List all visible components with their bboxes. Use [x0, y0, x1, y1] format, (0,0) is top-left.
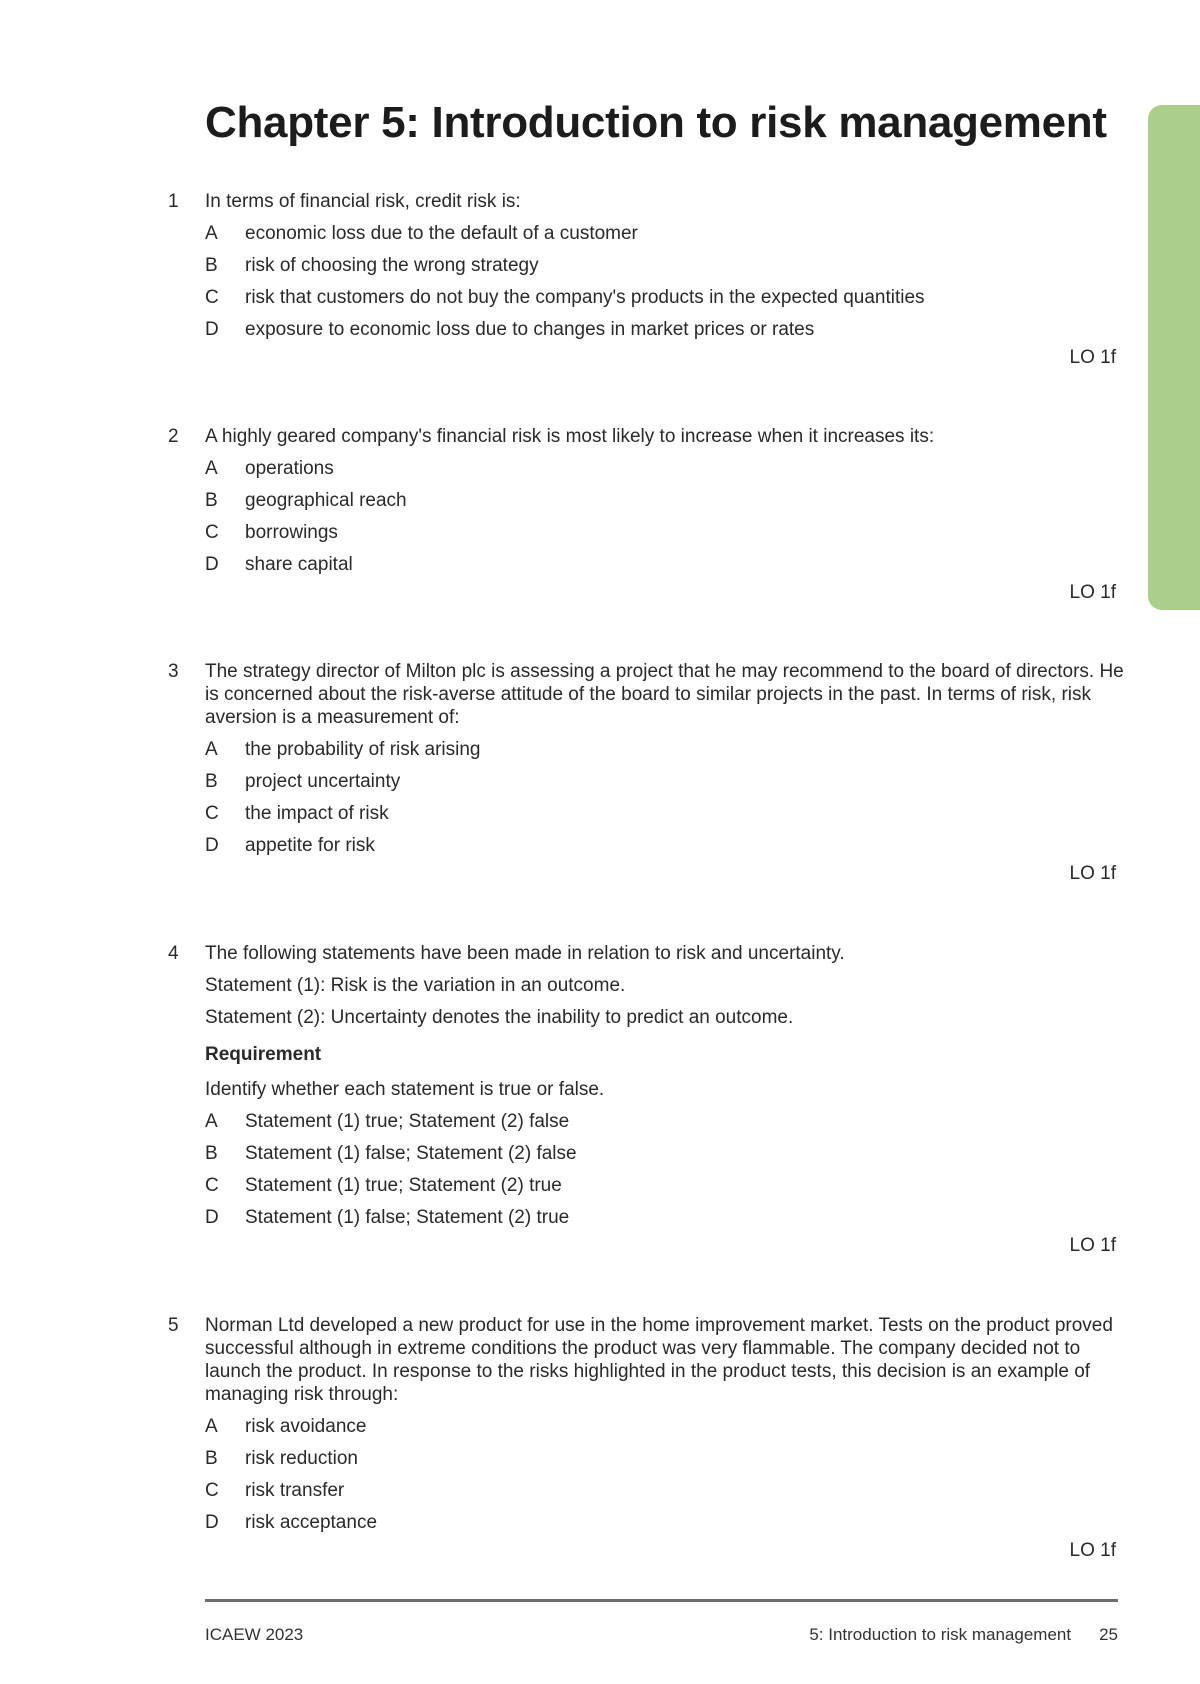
- footer-rule: [205, 1599, 1118, 1602]
- chapter-side-tab: [1148, 105, 1200, 610]
- footer-publisher: ICAEW 2023: [205, 1625, 304, 1644]
- footer-chapter-info: [700, 1625, 1118, 1645]
- option-letter: D: [205, 835, 219, 856]
- option-letter: A: [205, 1416, 218, 1437]
- option-letter: C: [205, 803, 219, 824]
- learning-outcome: LO 1f: [1069, 582, 1116, 603]
- option-letter: C: [205, 1480, 219, 1501]
- option-text: risk acceptance: [245, 1512, 378, 1533]
- option-letter: D: [205, 1207, 219, 1228]
- option-b[interactable]: [205, 254, 539, 277]
- option-letter: C: [205, 287, 219, 308]
- option-text: Statement (1) true; Statement (2) false: [245, 1111, 570, 1132]
- option-letter: A: [205, 1111, 218, 1132]
- requirement-heading: Requirement: [205, 1044, 322, 1065]
- option-letter: B: [205, 490, 218, 511]
- question-stem: The following statements have been made in relation to risk and uncertainty.: [205, 943, 845, 964]
- option-text: risk avoidance: [245, 1416, 367, 1437]
- learning-outcome: LO 1f: [1069, 1235, 1116, 1256]
- option-letter: B: [205, 1448, 218, 1469]
- statement-1: Statement (1): Risk is the variation in an outcome.: [205, 975, 626, 996]
- option-letter: A: [205, 458, 218, 479]
- option-c[interactable]: [205, 802, 389, 825]
- option-b[interactable]: [205, 1447, 358, 1470]
- option-b[interactable]: [205, 1142, 577, 1165]
- option-text: risk reduction: [245, 1448, 358, 1469]
- option-c[interactable]: [205, 1174, 562, 1197]
- question-number: 3: [168, 661, 179, 682]
- option-text: risk of choosing the wrong strategy: [245, 255, 539, 276]
- option-letter: A: [205, 223, 218, 244]
- option-a[interactable]: [205, 1110, 569, 1133]
- learning-outcome: LO 1f: [1069, 863, 1116, 884]
- option-letter: D: [205, 319, 219, 340]
- option-a[interactable]: [205, 738, 481, 761]
- option-text: risk that customers do not buy the company's products in the expected quantities: [245, 287, 925, 308]
- requirement-text: Identify whether each statement is true or false.: [205, 1079, 605, 1100]
- question-number: 4: [168, 943, 179, 964]
- option-a[interactable]: [205, 457, 334, 480]
- option-a[interactable]: [205, 222, 638, 245]
- option-letter: D: [205, 1512, 219, 1533]
- question-number: 2: [168, 426, 179, 447]
- option-b[interactable]: [205, 489, 407, 512]
- question-stem: A highly geared company's financial risk is most likely to increase when it increases its:: [205, 426, 935, 447]
- option-text: borrowings: [245, 522, 338, 543]
- option-text: operations: [245, 458, 334, 479]
- statement-2: Statement (2): Uncertainty denotes the inability to predict an outcome.: [205, 1007, 794, 1028]
- question-stem: In terms of financial risk, credit risk is:: [205, 191, 521, 212]
- option-text: geographical reach: [245, 490, 407, 511]
- option-d[interactable]: [205, 553, 353, 576]
- option-text: share capital: [245, 554, 353, 575]
- option-a[interactable]: [205, 1415, 366, 1438]
- option-letter: B: [205, 1143, 218, 1164]
- learning-outcome: LO 1f: [1069, 1540, 1116, 1561]
- option-letter: D: [205, 554, 219, 575]
- learning-outcome: LO 1f: [1069, 347, 1116, 368]
- option-d[interactable]: [205, 1206, 569, 1229]
- footer-chapter: 5: Introduction to risk management: [809, 1625, 1072, 1644]
- chapter-title: Chapter 5: Introduction to risk management: [205, 98, 1107, 147]
- option-letter: B: [205, 255, 218, 276]
- option-d[interactable]: [205, 834, 375, 857]
- option-text: Statement (1) true; Statement (2) true: [245, 1175, 562, 1196]
- question-stem: The strategy director of Milton plc is assessing a project that he may recommend to the board of directors. He is concerned about the risk-averse attitude of the board to similar projects in the past. In terms of risk, risk aversion is a measurement of:: [205, 661, 1124, 728]
- option-text: the impact of risk: [245, 803, 389, 824]
- question-number: 1: [168, 191, 179, 212]
- option-c[interactable]: [205, 521, 338, 544]
- option-c[interactable]: [205, 286, 925, 309]
- option-text: exposure to economic loss due to changes in market prices or rates: [245, 319, 815, 340]
- option-text: project uncertainty: [245, 771, 401, 792]
- option-text: the probability of risk arising: [245, 739, 481, 760]
- question-stem: Norman Ltd developed a new product for use in the home improvement market. Tests on the product proved successful although in extreme conditions the product was very flammable. The company decided not to launch the product. In response to the risks highlighted in the product tests, this decision is an example of managing risk through:: [205, 1315, 1113, 1405]
- option-text: Statement (1) false; Statement (2) true: [245, 1207, 570, 1228]
- option-text: risk transfer: [245, 1480, 345, 1501]
- question-number: 5: [168, 1315, 179, 1336]
- option-text: appetite for risk: [245, 835, 375, 856]
- option-text: Statement (1) false; Statement (2) false: [245, 1143, 577, 1164]
- option-b[interactable]: [205, 770, 400, 793]
- option-letter: B: [205, 771, 218, 792]
- option-letter: C: [205, 1175, 219, 1196]
- page-number: 25: [1099, 1625, 1118, 1644]
- option-letter: A: [205, 739, 218, 760]
- option-c[interactable]: [205, 1479, 344, 1502]
- option-d[interactable]: [205, 318, 814, 341]
- option-d[interactable]: [205, 1511, 377, 1534]
- option-text: economic loss due to the default of a customer: [245, 223, 638, 244]
- option-letter: C: [205, 522, 219, 543]
